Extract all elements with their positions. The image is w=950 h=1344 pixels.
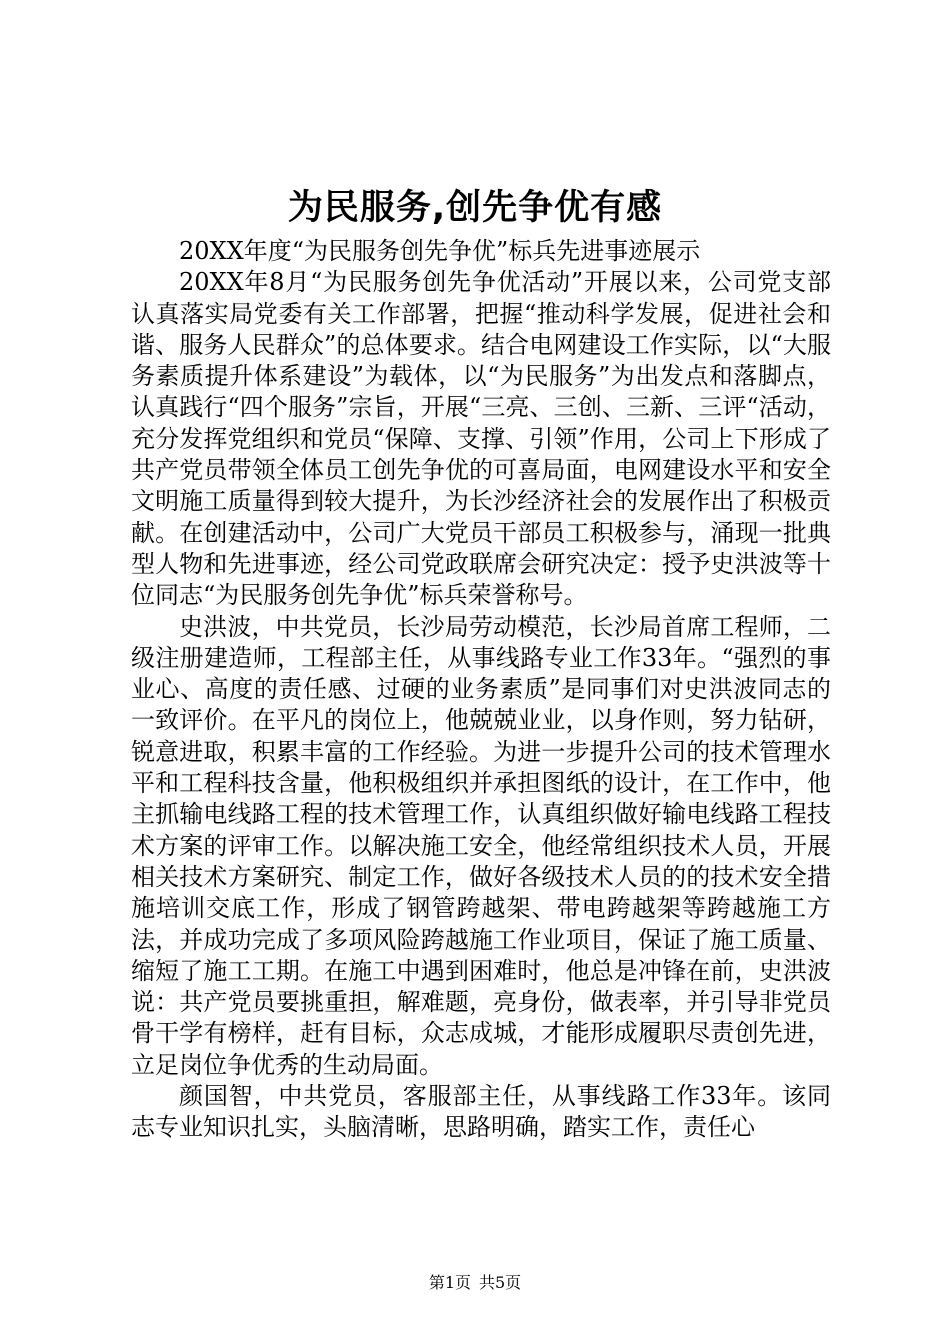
document-title: 为民服务,创先争优有感	[287, 188, 663, 228]
shi-hongbo-paragraph: 史洪波，中共党员，长沙局劳动模范，长沙局首席工程师，二级注册建造师，工程部主任，从事线路专业工作33年。“强烈的事业心、高度的责任感、过硬的业务素质”是同事们对史洪波同志的一致评价。在平凡的岗位上，他兢兢业业，以身作则，努力钻研，锐意进取，积累丰富的工作经验。为进一步提升公司的技术管理水平和工程科技含量，他积极组织并承担图纸的设计，在工作中，他主抓输电线路工程的技术管理工作，认真组织做好输电线路工程技术方案的评审工作。以解决施工安全，他经常组织技术人员，开展相关技术方案研究、制定工作，做好各级技术人员的的技术安全措施培训交底工作，形成了钢管跨越架、带电跨越架等跨越施工方法，并成功完成了多项风险跨越施工作业项目，保证了施工质量、缩短了施工工期。在施工中遇到困难时，他总是冲锋在前，史洪波说：共产党员要挑重担，解难题，亮身份，做表率，并引导非党员骨干学有榜样，赶有目标，众志成城，才能形成履职尽责创先进，立足岗位争优秀的生动局面。	[131, 612, 831, 1079]
subtitle-paragraph: 20XX年度“为民服务创先争优”标兵先进事迹展示	[179, 237, 701, 265]
document-body	[131, 236, 831, 1144]
page-total: 共5页	[479, 1273, 522, 1292]
page-number: 第1页	[428, 1273, 471, 1292]
yan-guozhi-paragraph: 颜国智，中共党员，客服部主任，从事线路工作33年。该同志专业知识扎实，头脑清晰，思路明确，踏实工作，责任心	[131, 1082, 831, 1142]
intro-paragraph: 20XX年8月“为民服务创先争优活动”开展以来，公司党支部认真落实局党委有关工作部署，把握“推动科学发展，促进社会和谐、服务人民群众”的总体要求。结合电网建设工作实际，以“大服务素质提升体系建设”为载体，以“为民服务”为出发点和落脚点，认真践行“四个服务”宗旨，开展“三亮、三创、三新、三评“活动，充分发挥党组织和党员“保障、支撑、引领”作用，公司上下形成了共产党员带领全体员工创先争优的可喜局面，电网建设水平和安全文明施工质量得到较大提升，为长沙经济社会的发展作出了积极贡献。在创建活动中，公司广大党员干部员工积极参与，涌现一批典型人物和先进事迹，经公司党政联席会研究决定：授予史洪波等十位同志“为民服务创先争优”标兵荣誉称号。	[131, 268, 831, 610]
page-footer	[0, 1272, 950, 1294]
